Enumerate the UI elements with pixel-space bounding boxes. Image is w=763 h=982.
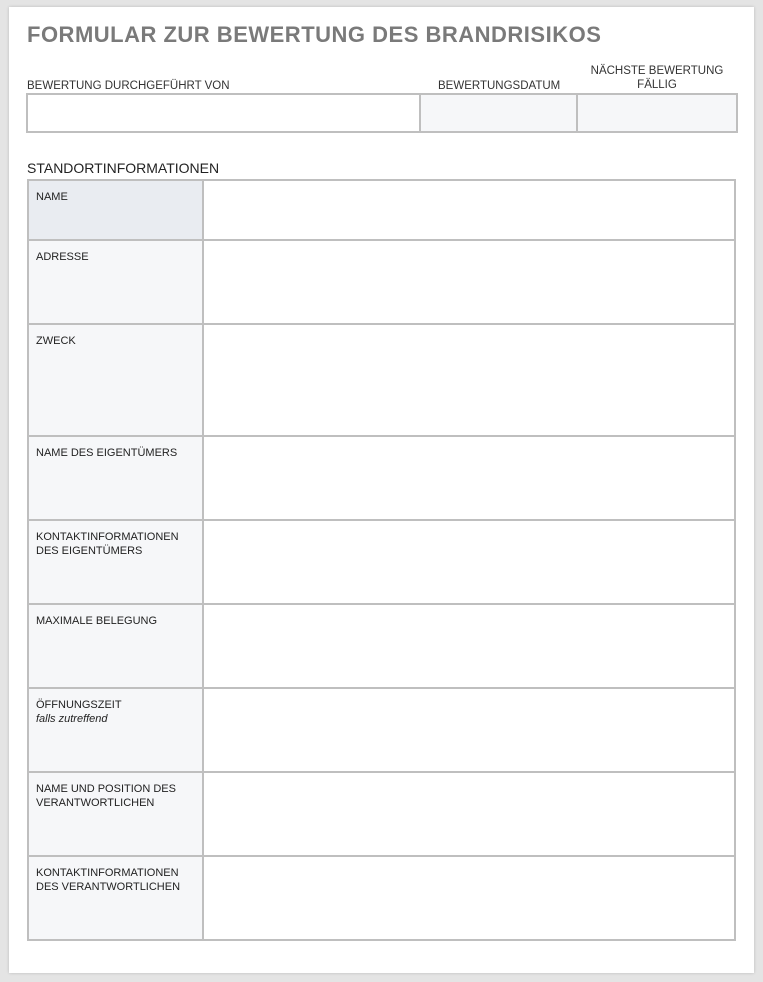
table-row (28, 436, 735, 520)
row-label-cell (28, 520, 203, 604)
purpose-field[interactable] (203, 324, 735, 436)
site-info-table (27, 179, 736, 941)
owner-contact-field[interactable] (203, 520, 735, 604)
performed-by-field[interactable] (28, 95, 421, 131)
row-label-cell (28, 604, 203, 688)
table-row (28, 240, 735, 324)
responsible-person-field[interactable] (203, 772, 735, 856)
row-label: ADRESSE (36, 251, 89, 263)
row-label: NAME (36, 191, 68, 203)
row-label: ÖFFNUNGSZEIT (36, 699, 122, 711)
table-row (28, 324, 735, 436)
row-label-cell (28, 240, 203, 324)
row-label-cell (28, 772, 203, 856)
form-page (9, 7, 754, 973)
table-row (28, 604, 735, 688)
page-title: FORMULAR ZUR BEWERTUNG DES BRANDRISIKOS (27, 22, 602, 47)
row-label: KONTAKTINFORMATIONEN DES VERANTWORTLICHEN (36, 867, 181, 893)
row-label: MAXIMALE BELEGUNG (36, 615, 158, 627)
table-row (28, 856, 735, 940)
table-row (28, 180, 735, 240)
table-row (28, 688, 735, 772)
table-row (28, 520, 735, 604)
row-label: NAME UND POSITION DES VERANTWORTLICHEN (36, 783, 176, 809)
assessment-date-field[interactable] (421, 95, 578, 131)
owner-name-field[interactable] (203, 436, 735, 520)
row-label-cell (28, 324, 203, 436)
row-label-cell (28, 436, 203, 520)
address-field[interactable] (203, 240, 735, 324)
next-assessment-due-label: NÄCHSTE BEWERTUNG FÄLLIG (590, 65, 724, 91)
row-label-cell (28, 688, 203, 772)
row-label: NAME DES EIGENTÜMERS (36, 447, 178, 459)
responsible-contact-field[interactable] (203, 856, 735, 940)
opening-hours-field[interactable] (203, 688, 735, 772)
row-label-cell (28, 856, 203, 940)
table-row (28, 772, 735, 856)
assessment-info-row (26, 93, 738, 133)
next-assessment-due-field[interactable] (578, 95, 736, 131)
performed-by-label: BEWERTUNG DURCHGEFÜHRT VON (27, 80, 230, 92)
row-sublabel: falls zutreffend (36, 713, 108, 725)
max-occupancy-field[interactable] (203, 604, 735, 688)
name-field[interactable] (203, 180, 735, 240)
row-label: KONTAKTINFORMATIONEN DES EIGENTÜMERS (36, 531, 179, 557)
row-label: ZWECK (36, 335, 76, 347)
assessment-date-label: BEWERTUNGSDATUM (438, 80, 561, 92)
site-info-heading: STANDORTINFORMATIONEN (27, 160, 220, 176)
row-label-cell (28, 180, 203, 240)
